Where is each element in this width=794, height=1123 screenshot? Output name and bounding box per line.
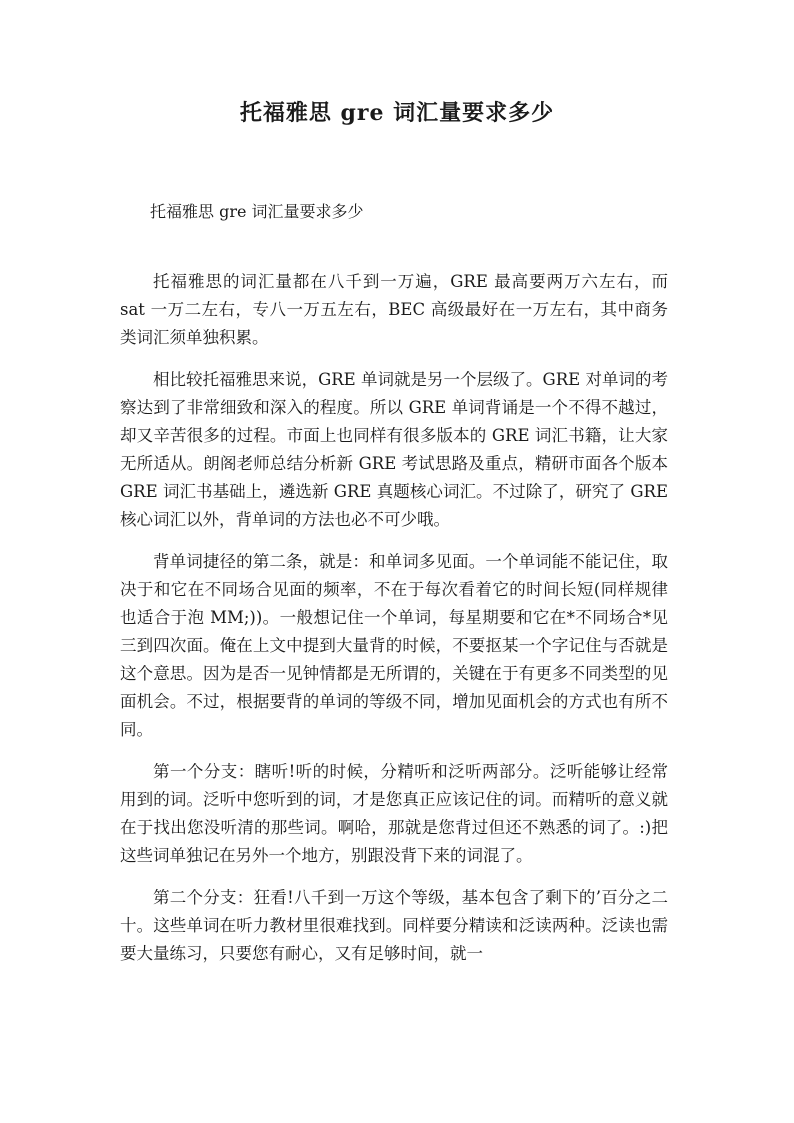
paragraph-5: 第二个分支：狂看!八千到一万这个等级，基本包含了剩下的’百分之二十。这些单词在听力教材里很难找到。同样要分精读和泛读两种。泛读也需要大量练习，只要您有耐心，又有足够时间，就一	[120, 888, 668, 963]
paragraph-1: 托福雅思的词汇量都在八千到一万遍，GRE 最高要两万六左右，而 sat 一万二左右，专八一万五左右，BEC 高级最好在一万左右，其中商务类词汇须单独积累。	[120, 272, 668, 347]
paragraph-2: 相比较托福雅思来说，GRE 单词就是另一个层级了。GRE 对单词的考察达到了非常细致和深入的程度。所以 GRE 单词背诵是一个不得不越过，却又辛苦很多的过程。市面上也同样有很多版本的 GRE 词汇书籍，让大家无所适从。朗阁老师总结分析新 GRE 考试思路及重点，精研市面各个版本 GRE 词汇书基础上，遴选新 GRE 真题核心词汇。不过除了，研究了 GRE 核心词汇以外，背单词的方法也必不可少哦。	[120, 370, 668, 529]
document-body	[120, 268, 668, 982]
document-subtitle: 托福雅思 gre 词汇量要求多少	[150, 202, 364, 221]
document-title: 托福雅思 gre 词汇量要求多少	[239, 100, 555, 126]
paragraph-3: 背单词捷径的第二条，就是：和单词多见面。一个单词能不能记住，取决于和它在不同场合见面的频率，不在于每次看着它的时间长短(同样规律也适合于泡 MM;))。一般想记住一个单词，每星期要和它在*不同场合*见三到四次面。俺在上文中提到大量背的时候，不要抠某一个字记住与否就是这个意思。因为是否一见钟情都是无所谓的，关键在于有更多不同类型的见面机会。不过，根据要背的单词的等级不同，增加见面机会的方式也有所不同。	[120, 552, 668, 739]
paragraph-4: 第一个分支：瞎听!听的时候，分精听和泛听两部分。泛听能够让经常用到的词。泛听中您听到的词，才是您真正应该记住的词。而精听的意义就在于找出您没听清的那些词。啊哈，那就是您背过但还不熟悉的词了。:)把这些词单独记在另外一个地方，别跟没背下来的词混了。	[120, 762, 668, 865]
